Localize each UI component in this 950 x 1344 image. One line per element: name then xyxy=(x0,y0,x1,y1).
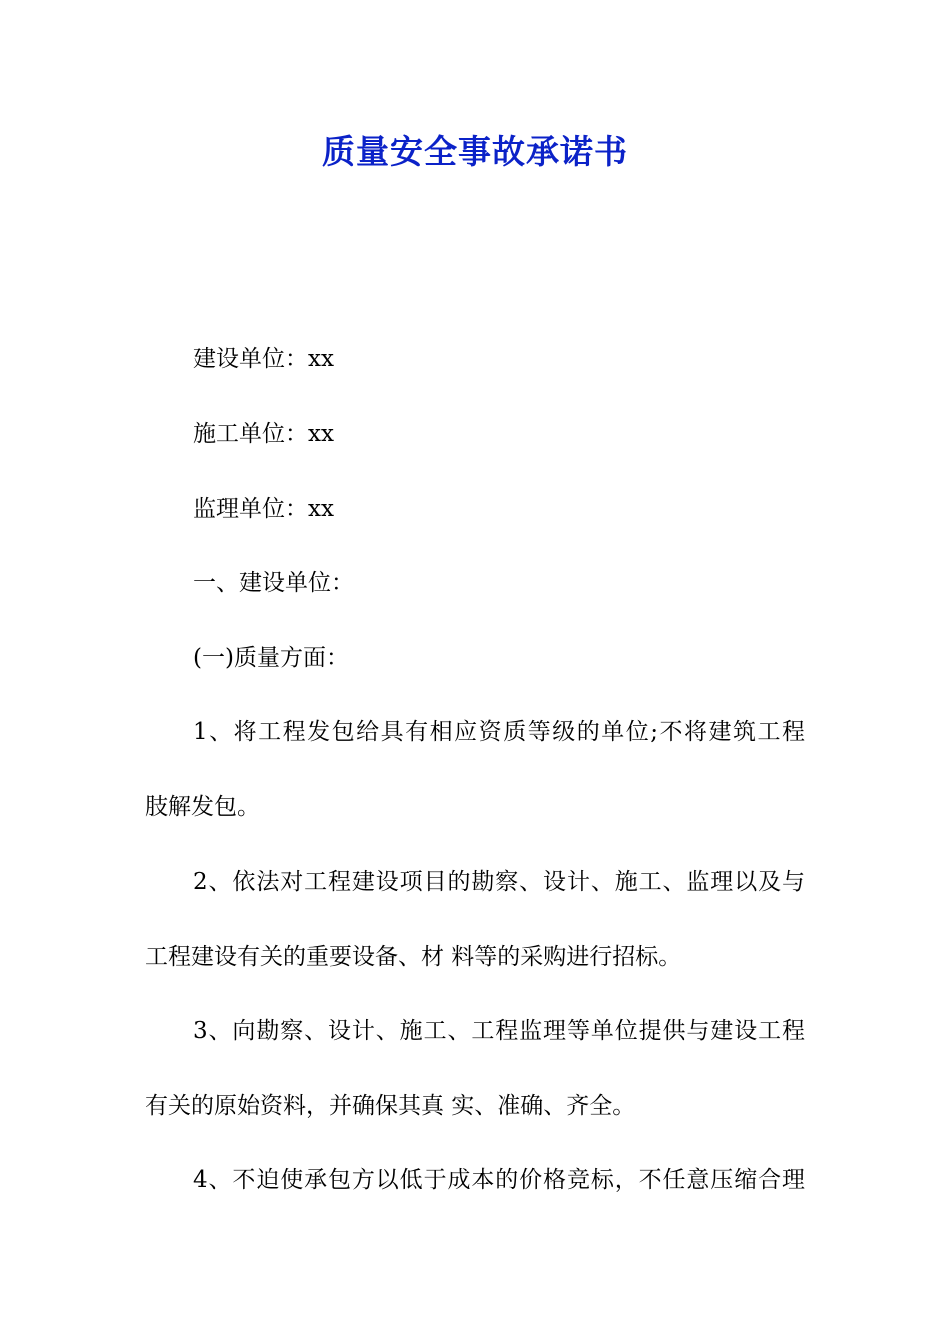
clause-1-line-1: 1、将工程发包给具有相应资质等级的单位;不将建筑工程 xyxy=(193,719,805,745)
construction-unit-line: 建设单位：xx xyxy=(193,346,334,372)
clause-4-line-1: 4、不迫使承包方以低于成本的价格竞标，不任意压缩合理 xyxy=(193,1167,805,1193)
clause-3-line-1: 3、向勘察、设计、施工、工程监理等单位提供与建设工程 xyxy=(193,1018,805,1044)
clause-2-line-2: 工程建设有关的重要设备、材 料等的采购进行招标。 xyxy=(145,944,682,970)
supervision-unit-line: 监理单位：xx xyxy=(193,496,334,522)
clause-1-line-2: 肢解发包。 xyxy=(145,794,260,820)
contractor-unit-line: 施工单位：xx xyxy=(193,421,334,447)
section-heading-construction-unit: 一、建设单位： xyxy=(193,570,354,596)
clause-3-line-2: 有关的原始资料，并确保其真 实、准确、齐全。 xyxy=(145,1093,636,1119)
subsection-heading-quality: (一)质量方面： xyxy=(193,645,349,671)
document-title: 质量安全事故承诺书 xyxy=(322,132,628,171)
clause-2-line-1: 2、依法对工程建设项目的勘察、设计、施工、监理以及与 xyxy=(193,869,805,895)
